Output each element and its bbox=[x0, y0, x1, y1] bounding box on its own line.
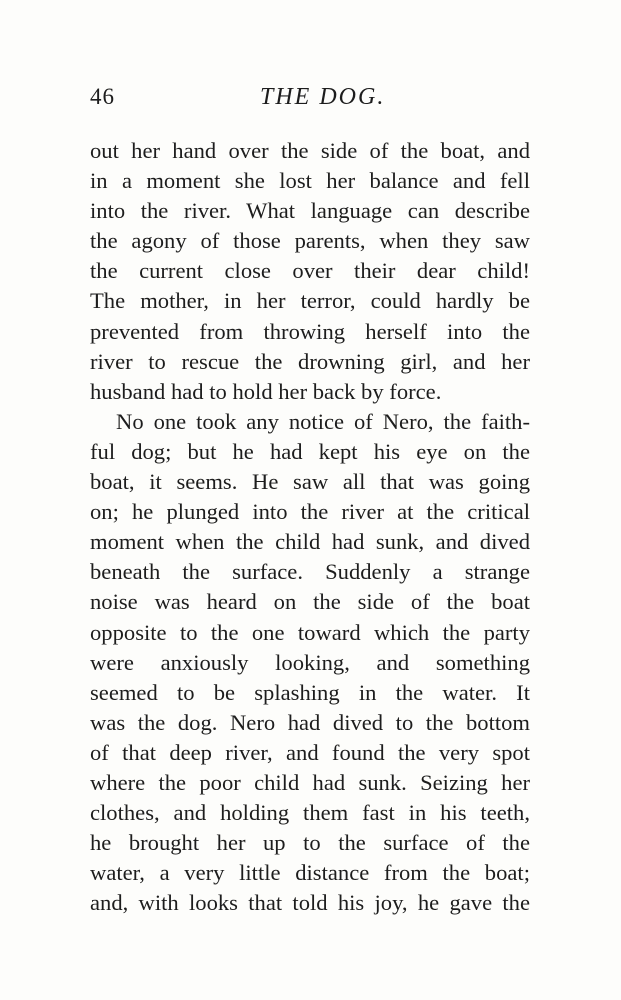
text-line: water, a very little distance from the boat; bbox=[90, 860, 530, 886]
body-text bbox=[90, 136, 530, 918]
paragraph-2 bbox=[90, 407, 530, 919]
text-line: opposite to the one toward which the party bbox=[90, 619, 530, 645]
text-line: where the poor child had sunk. Seizing her bbox=[90, 769, 530, 795]
text-line: the agony of those parents, when they saw bbox=[90, 228, 530, 254]
text-line: husband had to hold her back by force. bbox=[90, 378, 442, 404]
text-line: seemed to be splashing in the water. It bbox=[90, 679, 530, 705]
text-line: on; he plunged into the river at the critical bbox=[90, 499, 530, 525]
paragraph-1 bbox=[90, 136, 530, 407]
text-line: into the river. What language can describe bbox=[90, 198, 530, 224]
text-line: out her hand over the side of the boat, and bbox=[90, 138, 530, 163]
text-line: the current close over their dear child! bbox=[90, 258, 530, 284]
text-line: was the dog. Nero had dived to the bottom bbox=[90, 709, 530, 735]
text-line: in a moment she lost her balance and fell bbox=[90, 168, 530, 194]
text-line: ful dog; but he had kept his eye on the bbox=[90, 438, 530, 464]
page-number: 46 bbox=[90, 84, 115, 109]
text-line: No one took any notice of Nero, the faith- bbox=[116, 408, 530, 434]
running-title: THE DOG. bbox=[260, 84, 386, 110]
page-header bbox=[90, 84, 530, 120]
text-line: boat, it seems. He saw all that was going bbox=[90, 469, 530, 495]
text-line: noise was heard on the side of the boat bbox=[90, 589, 530, 615]
text-line: clothes, and holding them fast in his teeth, bbox=[90, 800, 530, 826]
text-line: were anxiously looking, and something bbox=[90, 649, 530, 675]
text-line: prevented from throwing herself into the bbox=[90, 318, 530, 344]
text-line: beneath the surface. Suddenly a strange bbox=[90, 559, 530, 585]
text-line: The mother, in her terror, could hardly be bbox=[90, 288, 530, 314]
text-line: of that deep river, and found the very spot bbox=[90, 739, 530, 765]
text-line: moment when the child had sunk, and dived bbox=[90, 529, 530, 555]
text-line: and, with looks that told his joy, he gave the bbox=[90, 890, 530, 916]
text-line: he brought her up to the surface of the bbox=[90, 830, 530, 856]
text-line: river to rescue the drowning girl, and her bbox=[90, 348, 530, 374]
